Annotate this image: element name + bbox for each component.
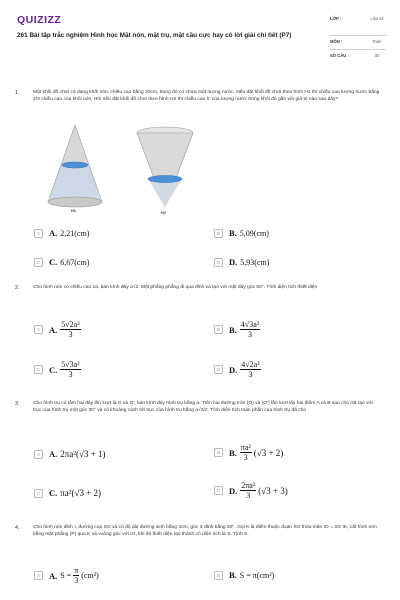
option-label: A. <box>49 228 58 238</box>
fraction-denominator: 3 <box>246 491 251 500</box>
option-fraction <box>60 320 80 339</box>
meta-row-grade <box>330 13 386 36</box>
fraction-numerator: 4√3a² <box>240 320 260 329</box>
option-expression-tail: (√3 + 3) <box>258 485 288 496</box>
option-expression: 5,93(cm) <box>240 257 270 267</box>
option-fraction <box>60 360 80 379</box>
option-expression: 5,09(cm) <box>239 228 269 238</box>
option-label: D. <box>229 364 238 375</box>
answer-option-b[interactable] <box>214 228 269 238</box>
option-label: D. <box>229 485 238 496</box>
answer-option-a[interactable] <box>34 449 106 459</box>
cone-figures <box>40 117 220 217</box>
answer-option-d[interactable] <box>214 481 288 500</box>
answer-option-b[interactable] <box>214 570 274 580</box>
answer-option-a[interactable] <box>34 566 99 585</box>
figure-label: H1 <box>71 209 76 213</box>
question-text: Cho hình nón đỉnh I, đường cao SO và có độ dài đường sinh bằng 3cm, góc ở đỉnh bằng 60°. Gọi K là điểm thuộc đoạn SO thỏa mãn IO = 3/2 IK, cắt hình nón bằng mặt phẳng (P) qua K và vuông góc với IO, khi đó thiết diện tạo thành có diện tích là S. Tính S. <box>33 525 377 537</box>
option-expression: 2,21(cm) <box>60 228 90 238</box>
meta-value: Lớp 12 <box>370 16 384 21</box>
option-box[interactable]: B <box>214 325 223 334</box>
option-label: B. <box>229 570 237 580</box>
meta-value: 30 <box>374 53 380 58</box>
option-box[interactable]: C <box>34 365 43 374</box>
option-expression-prefix: S = <box>60 571 72 580</box>
option-expression: πa²(√3 + 2) <box>60 488 102 498</box>
answer-option-c[interactable] <box>34 257 89 267</box>
question-text: Cho hình trụ có tâm hai đáy lần lượt là O và O'; bán kính đáy hình trụ bằng a. Trên hai đường tròn (O) và (O') lần lượt lấy hai điểm A và B sao cho AB tạo với trục của hình trụ một góc 30° và có khoảng cách tới trục của hình trụ bằng a√3/2. Tính diện tích toàn phần của hình trụ đã cho <box>33 401 373 413</box>
option-box[interactable]: D <box>214 486 223 495</box>
option-fraction <box>240 360 260 379</box>
option-fraction <box>240 481 256 500</box>
option-box[interactable]: B <box>214 571 223 580</box>
option-label: C. <box>49 257 58 267</box>
fraction-numerator: 5√3a² <box>61 360 80 369</box>
option-box[interactable]: D <box>214 365 223 374</box>
meta-key: SỐ CÂU : <box>330 53 349 58</box>
option-box[interactable]: A <box>34 571 43 580</box>
option-box[interactable]: C <box>34 258 43 267</box>
answer-option-a[interactable] <box>34 320 81 339</box>
option-label: A. <box>49 570 58 581</box>
fraction-denominator: 3 <box>248 370 253 379</box>
answer-option-c[interactable] <box>34 488 101 498</box>
answer-option-b[interactable] <box>214 320 260 339</box>
question-number: 3. <box>15 401 20 407</box>
option-box[interactable]: A <box>34 450 43 459</box>
question-figure <box>40 117 220 217</box>
meta-key: LỚP : <box>330 16 342 21</box>
logo: QUIZIZZ <box>17 14 62 26</box>
option-box[interactable]: D <box>214 258 223 267</box>
option-label: C. <box>49 364 58 375</box>
option-box[interactable]: C <box>34 489 43 498</box>
question-text: Một khối đồ chơi có dạng khối nón, chiều cao bằng 20cm, trong đó có chứa một lượng nước. Nếu đặt khối đồ chơi theo hình H1 thì chiều cao lượng nước bằng 2/3 chiều cao của khối nón. Hỏi nếu đặt khối đồ chơi theo hình H2 thì chiều cao h' của lượng nước trong khối đó gần với giá trị nào sau đây? <box>33 90 380 102</box>
fraction-denominator: 3 <box>247 330 252 339</box>
fraction-numerator: 4√2a² <box>241 360 260 369</box>
option-fraction <box>240 443 252 462</box>
option-label: C. <box>49 488 58 498</box>
meta-key: MÔN : <box>330 39 343 44</box>
option-expression-tail: (cm²) <box>81 571 99 580</box>
option-label: B. <box>229 228 237 238</box>
answer-option-d[interactable] <box>214 257 269 267</box>
fraction-numerator: 5√2a² <box>61 320 80 329</box>
option-box[interactable]: A <box>34 325 43 334</box>
option-expression: 2πa²(√3 + 1) <box>60 449 106 459</box>
option-label: A. <box>49 324 58 335</box>
meta-value: Toán <box>372 39 382 44</box>
answer-option-d[interactable] <box>214 360 261 379</box>
fraction-denominator: 3 <box>68 330 73 339</box>
answer-option-a[interactable] <box>34 228 89 238</box>
meta-row-count <box>330 50 386 63</box>
fraction-denominator: 3 <box>68 370 73 379</box>
option-expression: 6,67(cm) <box>60 257 90 267</box>
question-number: 2. <box>15 285 20 291</box>
option-box[interactable]: B <box>214 448 223 457</box>
answer-option-b[interactable] <box>214 443 283 462</box>
option-box[interactable]: B <box>214 229 223 238</box>
question-number: 4. <box>15 525 20 531</box>
option-fraction <box>73 566 79 585</box>
question-number: 1. <box>15 90 20 96</box>
option-label: B. <box>229 447 237 458</box>
option-expression-tail: (√3 + 2) <box>253 447 284 458</box>
figure-label: H2 <box>161 211 166 215</box>
answer-option-c[interactable] <box>34 360 81 379</box>
fraction-denominator: 3 <box>243 453 248 462</box>
option-expression: S = π(cm²) <box>239 570 275 580</box>
meta-panel <box>330 13 386 63</box>
document-title: 261 Bài tập trắc nghiệm Hình học Mặt nón, mặt trụ, mặt cầu cực hay có lời giải chi tiết (P7) <box>17 32 292 39</box>
question-text: Cho hình nón có chiều cao 2a, bán kính đáy a√2. Một phẳng phẳng đi qua đỉnh và tạo với mặt đáy góc 60°. Tính diện tích thiết diện <box>33 285 318 290</box>
option-label: D. <box>229 257 238 267</box>
fraction-numerator: π <box>74 566 79 575</box>
option-label: B. <box>229 324 237 335</box>
meta-row-subject <box>330 36 386 50</box>
option-fraction <box>240 320 260 339</box>
option-box[interactable]: A <box>34 229 43 238</box>
option-label: A. <box>49 449 58 459</box>
fraction-numerator: 2πa² <box>241 481 256 490</box>
fraction-numerator: πa² <box>240 443 251 452</box>
fraction-denominator: 3 <box>74 576 79 585</box>
